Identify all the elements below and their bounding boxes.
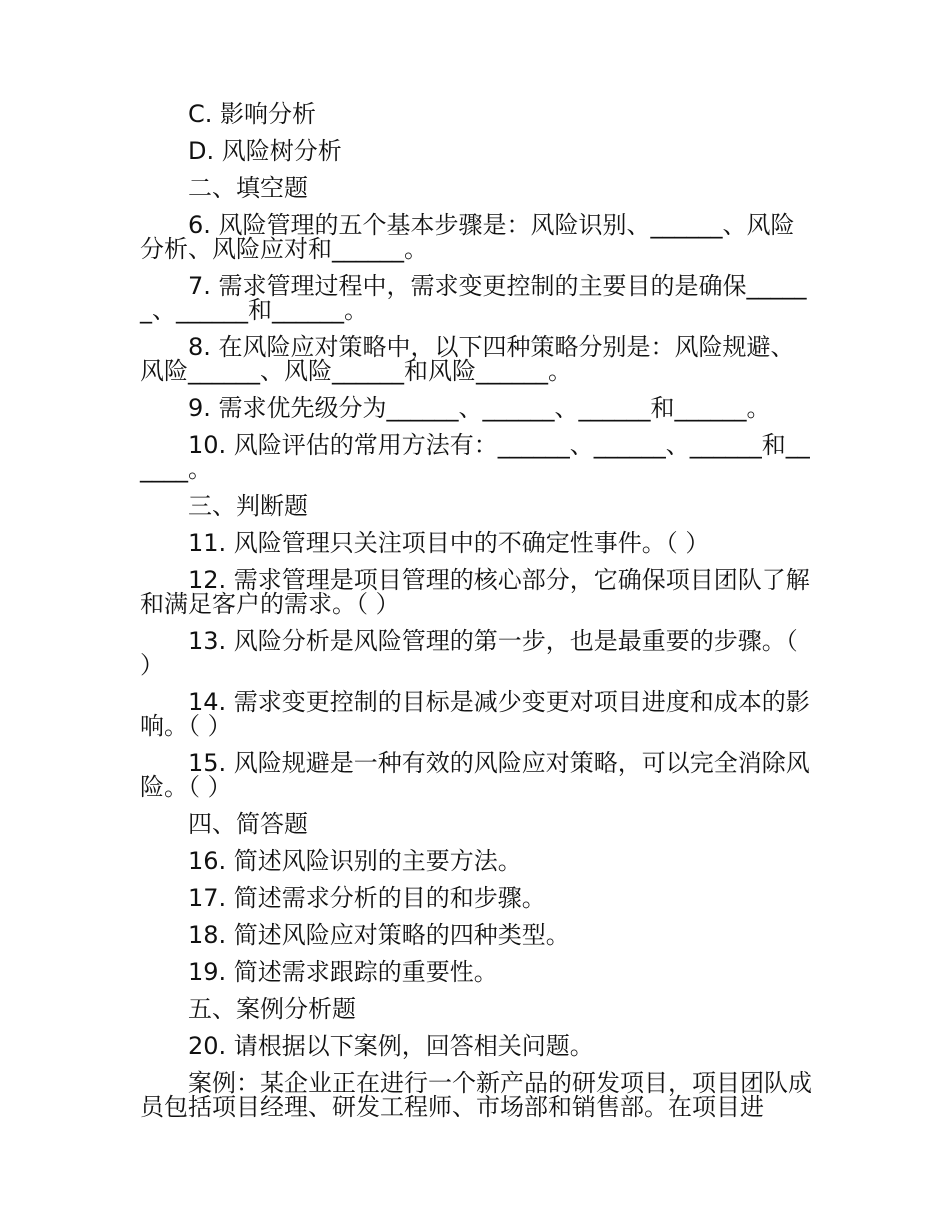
question-17: 17. 简述需求分析的目的和步骤。 [188,884,546,912]
question-7: 7. 需求管理过程中，需求变更控制的主要目的是确保______、______和______。 [140,272,807,324]
question-16: 16. 简述风险识别的主要方法。 [188,847,522,875]
section-heading-true-false: 三、判断题 [188,492,308,520]
case-text: 案例：某企业正在进行一个新产品的研发项目，项目团队成员包括项目经理、研发工程师、市场部和销售部。在项目进 [140,1069,812,1121]
question-12: 12. 需求管理是项目管理的核心部分，它确保项目团队了解和满足客户的需求。（ ） [140,566,810,618]
option-c: C. 影响分析 [188,100,317,128]
question-11: 11. 风险管理只关注项目中的不确定性事件。（ ） [188,529,710,557]
question-20: 20. 请根据以下案例，回答相关问题。 [188,1032,594,1060]
question-15: 15. 风险规避是一种有效的风险应对策略，可以完全消除风险。（ ） [140,749,810,801]
question-14: 14. 需求变更控制的目标是减少变更对项目进度和成本的影响。（ ） [140,688,810,740]
section-heading-fill-in: 二、填空题 [188,174,308,202]
question-18: 18. 简述风险应对策略的四种类型。 [188,921,570,949]
question-19: 19. 简述需求跟踪的重要性。 [188,958,498,986]
option-d: D. 风险树分析 [188,137,342,165]
question-6: 6. 风险管理的五个基本步骤是：风险识别、______、风险分析、风险应对和______。 [140,211,795,263]
question-13: 13. 风险分析是风险管理的第一步，也是最重要的步骤。（ ） [140,627,798,679]
question-10: 10. 风险评估的常用方法有：______、______、______和______。 [140,431,810,483]
document-body [140,102,812,1119]
question-9: 9. 需求优先级分为______、______、______和______。 [188,394,771,422]
question-8: 8. 在风险应对策略中，以下四种策略分别是：风险规避、风险______、风险______和风险______。 [140,333,795,385]
section-heading-short-answer: 四、简答题 [188,810,308,838]
section-heading-case-analysis: 五、案例分析题 [188,995,356,1023]
